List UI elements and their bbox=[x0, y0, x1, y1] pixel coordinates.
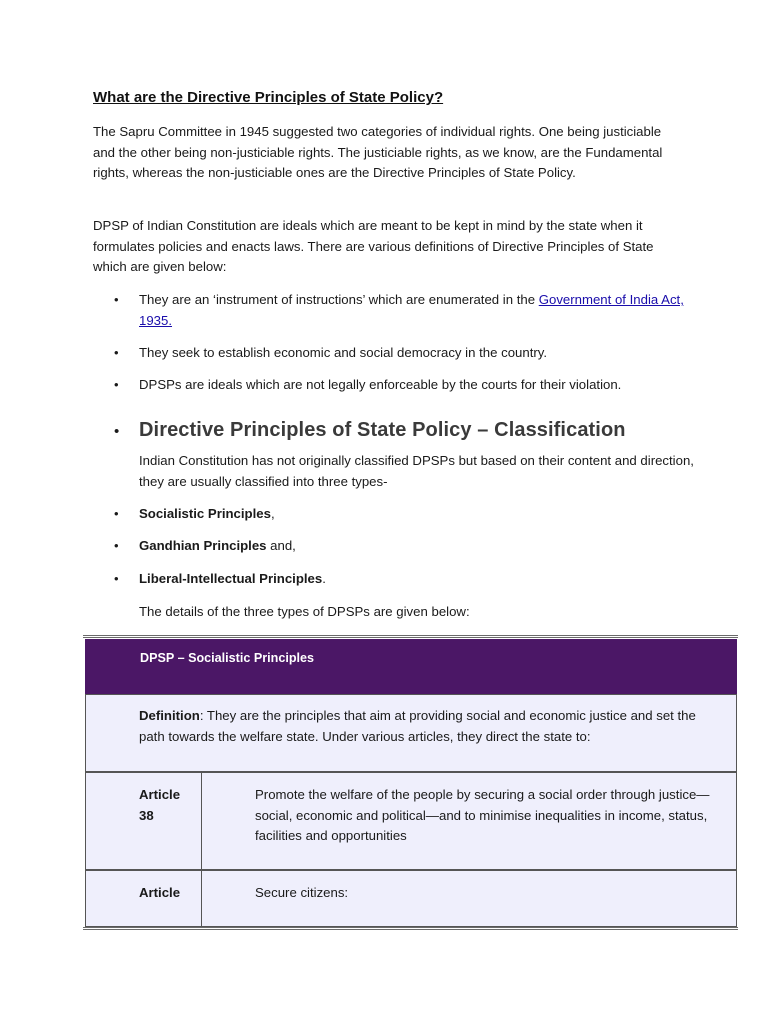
type-name: Liberal-Intellectual Principles bbox=[139, 571, 323, 586]
page-title: What are the Directive Principles of State Policy? bbox=[93, 89, 444, 106]
bullet-icon: • bbox=[114, 377, 119, 392]
list-item-text bbox=[139, 290, 687, 331]
list-item-text bbox=[139, 504, 687, 525]
bullet-icon: • bbox=[114, 571, 119, 586]
type-suffix: . bbox=[322, 571, 326, 586]
table-definition-cell bbox=[85, 694, 737, 772]
table-row-description-cell bbox=[201, 870, 737, 927]
definition-intro-paragraph: DPSP of Indian Constitution are ideals which are meant to be kept in mind by the state when it formulates policies and enacts laws. There are various definitions of Directive Principles of State which are given below: bbox=[93, 218, 654, 275]
list-item-text bbox=[139, 569, 687, 590]
bullet-icon: • bbox=[114, 292, 119, 307]
table-header bbox=[85, 639, 737, 694]
government-of-india-act-link[interactable]: Government of India Act, 1935. bbox=[139, 292, 684, 328]
article-description: Secure citizens: bbox=[255, 885, 349, 900]
table-row-article-cell bbox=[85, 772, 202, 870]
article-description: Promote the welfare of the people by securing a social order through justice—social, economic and political—and to minimise inequalities in income, status, facilities and opportunities bbox=[255, 787, 710, 844]
details-intro: The details of the three types of DPSPs are given below: bbox=[139, 604, 470, 619]
article-label bbox=[139, 883, 189, 904]
bullet-icon: • bbox=[114, 538, 119, 553]
table-bottom-rule bbox=[83, 927, 738, 930]
definition-label: Definition bbox=[139, 708, 200, 723]
bullet-icon: • bbox=[114, 423, 120, 440]
table-row-article-cell bbox=[85, 870, 202, 927]
list-item-text-part: They are an ‘instrument of instructions’ which are enumerated in the bbox=[139, 292, 539, 307]
article-label bbox=[139, 785, 189, 826]
list-item-text: They seek to establish economic and social democracy in the country. bbox=[139, 345, 548, 360]
article-number: 38 bbox=[139, 807, 154, 823]
intro-paragraph: The Sapru Committee in 1945 suggested two categories of individual rights. One being justiciable and the other being non-justiciable rights. The justiciable rights, as we know, are the Fundamental rights, whereas the non-justiciable ones are the Directive Principles of State Policy. bbox=[93, 124, 663, 181]
type-suffix: and, bbox=[266, 538, 296, 553]
list-item-text: DPSPs are ideals which are not legally enforceable by the courts for their violation. bbox=[139, 377, 622, 392]
definition-text bbox=[139, 706, 724, 747]
type-suffix: , bbox=[270, 506, 275, 521]
type-name: Gandhian Principles bbox=[139, 538, 267, 553]
definition-body: : They are the principles that aim at providing social and economic justice and set the path towards the welfare state. Under various articles, they direct the state to: bbox=[139, 708, 696, 744]
article-label-word: Article bbox=[139, 885, 181, 900]
list-item-text bbox=[139, 536, 687, 557]
table-row-description-cell bbox=[201, 772, 737, 870]
classification-intro: Indian Constitution has not originally classified DPSPs but based on their content and direction, they are usually classified into three types- bbox=[139, 453, 694, 489]
bullet-icon: • bbox=[114, 506, 119, 521]
article-label-word: Article bbox=[139, 787, 181, 802]
bullet-icon: • bbox=[114, 345, 119, 360]
table-top-rule bbox=[83, 635, 738, 638]
table-header-title: DPSP – Socialistic Principles bbox=[140, 651, 315, 665]
type-name: Socialistic Principles bbox=[139, 506, 271, 521]
classification-heading: Directive Principles of State Policy – Classification bbox=[139, 419, 626, 441]
